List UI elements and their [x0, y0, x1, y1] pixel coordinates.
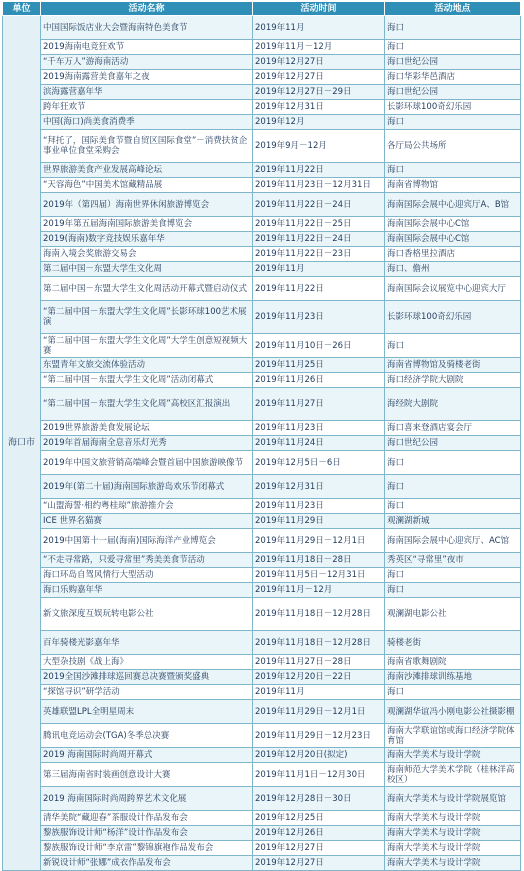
- activity-place-cell: 长影环球100奇幻乐园: [385, 301, 521, 334]
- activity-name-cell: 黎族服饰设计师“杨洋”设计作品发布会: [41, 826, 253, 841]
- activity-time-cell: 2019年11月: [253, 16, 385, 40]
- activity-time-cell: 2019年12月27日－29日: [253, 85, 385, 100]
- activity-place-cell: 海南师范大学美术学院（桂林洋高校区）: [385, 763, 521, 787]
- activity-name-cell: 大型杂技剧《战上海》: [41, 655, 253, 670]
- table-row: [3, 598, 521, 631]
- activity-time-cell: 2019年11月10日－26日: [253, 334, 385, 358]
- activity-time-cell: 2019年11月23日－12月31日: [253, 178, 385, 193]
- activity-place-cell: 海口: [385, 583, 521, 598]
- table-row: [3, 811, 521, 826]
- activity-time-cell: 2019年11月5日－12月31日: [253, 568, 385, 583]
- table-row: [3, 451, 521, 475]
- activity-time-cell: 2019年11月24日: [253, 436, 385, 451]
- activity-place-cell: 海南大学美术与设计学院: [385, 841, 521, 856]
- activity-time-cell: 2019年12月31日: [253, 475, 385, 499]
- activity-name-cell: ICE 世界名猫赛: [41, 514, 253, 529]
- activity-place-cell: 海南大学美术与设计学院展览馆: [385, 787, 521, 811]
- activity-time-cell: 2019年11月23日: [253, 421, 385, 436]
- activity-name-cell: 东盟青年文旅交流体验活动: [41, 358, 253, 373]
- activity-place-cell: 海口: [385, 163, 521, 178]
- activity-time-cell: 2019年11月25日: [253, 358, 385, 373]
- table-row: [3, 856, 521, 871]
- activity-time-cell: 2019年11月22日: [253, 163, 385, 178]
- activity-place-cell: 海南省博物馆: [385, 178, 521, 193]
- activity-time-cell: 2019年11月27日: [253, 388, 385, 421]
- activity-name-cell: 2019世界旅游美食发展论坛: [41, 421, 253, 436]
- activity-place-cell: 海口: [385, 499, 521, 514]
- events-table: [2, 1, 521, 871]
- activity-time-cell: 2019年11月－12月: [253, 583, 385, 598]
- activity-name-cell: 世界旅游美食产业发展高峰论坛: [41, 163, 253, 178]
- activity-place-cell: 海南国际会展中心迎宾厅A、B馆: [385, 193, 521, 217]
- activity-place-cell: 海南国际会展中心C馆: [385, 217, 521, 232]
- table-row: [3, 670, 521, 685]
- table-row: [3, 178, 521, 193]
- activity-name-cell: 2019 海南国际时尚周开幕式: [41, 748, 253, 763]
- header-unit: 单位: [3, 2, 41, 16]
- table-row: [3, 421, 521, 436]
- activity-place-cell: 观澜湖华谊冯小刚电影公社摄影棚: [385, 700, 521, 724]
- table-row: [3, 655, 521, 670]
- activity-name-cell: “第二届中国－东盟大学生文化周”活动闭幕式: [41, 373, 253, 388]
- activity-time-cell: 2019年12月20日－22日: [253, 670, 385, 685]
- activity-time-cell: 2019年12月27日: [253, 841, 385, 856]
- activity-place-cell: 各厅局公共场所: [385, 130, 521, 163]
- activity-name-cell: “第二届中国－东盟大学生文化周”高校区汇报演出: [41, 388, 253, 421]
- activity-time-cell: 2019年11月22日－25日: [253, 217, 385, 232]
- activity-place-cell: 海南省博物馆及骑楼老街: [385, 358, 521, 373]
- activity-place-cell: 观澜湖电影公社: [385, 598, 521, 631]
- table-row: [3, 40, 521, 55]
- activity-place-cell: 海南国际会展中心迎宾厅、AC馆: [385, 529, 521, 553]
- activity-place-cell: 海南国际会展中心C馆: [385, 232, 521, 247]
- table-row: [3, 130, 521, 163]
- activity-time-cell: 2019年11月22日: [253, 277, 385, 301]
- activity-name-cell: 英雄联盟LPL全明星周末: [41, 700, 253, 724]
- activity-name-cell: “探馆寻识”研学活动: [41, 685, 253, 700]
- table-row: [3, 436, 521, 451]
- table-row: [3, 583, 521, 598]
- activity-name-cell: 2019全国沙滩排球巡回赛总决赛暨颁奖盛典: [41, 670, 253, 685]
- table-row: [3, 301, 521, 334]
- table-row: [3, 475, 521, 499]
- table-row: [3, 763, 521, 787]
- activity-place-cell: 长影环球100奇幻乐园: [385, 100, 521, 115]
- activity-name-cell: 新文旅深度互娱玩转电影公社: [41, 598, 253, 631]
- activity-time-cell: 2019年12月25日: [253, 811, 385, 826]
- activity-name-cell: “第二届中国－东盟大学生文化周”长影环球100艺术展演: [41, 301, 253, 334]
- activity-time-cell: 2019年11月1日－12月30日: [253, 763, 385, 787]
- table-row: [3, 358, 521, 373]
- activity-name-cell: 跨年狂欢节: [41, 100, 253, 115]
- activity-name-cell: 2019年（第四届）海南世界休闲旅游博览会: [41, 193, 253, 217]
- activity-place-cell: 海口经济学院大剧院: [385, 373, 521, 388]
- activity-place-cell: 海口: [385, 685, 521, 700]
- activity-time-cell: 2019年12月: [253, 115, 385, 130]
- activity-time-cell: 2019年11月18日－28日: [253, 553, 385, 568]
- activity-place-cell: 海南大学联谊馆或海口经济学院体育馆: [385, 724, 521, 748]
- activity-name-cell: 2019年首届海南全息音乐灯光秀: [41, 436, 253, 451]
- activity-time-cell: 2019年11月29日－12月1日: [253, 529, 385, 553]
- activity-place-cell: 海口世纪公园: [385, 436, 521, 451]
- table-row: [3, 373, 521, 388]
- activity-name-cell: 清华美院“藏迎春”茶服设计作品发布会: [41, 811, 253, 826]
- header-activity-place: 活动地点: [385, 2, 521, 16]
- activity-name-cell: 中国国际饭店业大会暨海南特色美食节: [41, 16, 253, 40]
- activity-time-cell: 2019年11月29日－12月1日: [253, 700, 385, 724]
- activity-name-cell: “山盟海誓·相约粤桂琼”旅游推介会: [41, 499, 253, 514]
- activity-time-cell: 2019年11月: [253, 685, 385, 700]
- activity-place-cell: 骑楼老街: [385, 631, 521, 655]
- activity-time-cell: 2019年11月27日－28日: [253, 655, 385, 670]
- activity-place-cell: 海口: [385, 16, 521, 40]
- activity-time-cell: 2019年11月23日: [253, 301, 385, 334]
- activity-time-cell: 2019年12月20日(拟定): [253, 748, 385, 763]
- table-body: [3, 16, 521, 871]
- table-row: [3, 232, 521, 247]
- activity-name-cell: 2019中国第十一届(海南)国际海洋产业博览会: [41, 529, 253, 553]
- table-row: [3, 685, 521, 700]
- table-row: [3, 262, 521, 277]
- activity-time-cell: 2019年11月18日－12月28日: [253, 631, 385, 655]
- table-row: [3, 529, 521, 553]
- activity-place-cell: 海口: [385, 40, 521, 55]
- header-activity-name: 活动名称: [41, 2, 253, 16]
- table-row: [3, 748, 521, 763]
- activity-place-cell: 海口喜来登酒店宴会厅: [385, 421, 521, 436]
- activity-place-cell: 海口: [385, 568, 521, 583]
- activity-name-cell: 2019年第五届海南国际旅游美食博览会: [41, 217, 253, 232]
- table-row: [3, 724, 521, 748]
- table-row: [3, 631, 521, 655]
- activity-time-cell: 2019年12月26日: [253, 826, 385, 841]
- activity-place-cell: 海口: [385, 451, 521, 475]
- activity-time-cell: 2019年11月23日: [253, 499, 385, 514]
- activity-place-cell: 观澜湖新城: [385, 514, 521, 529]
- header-row: [3, 2, 521, 16]
- activity-name-cell: 黎族服饰设计师“李京雷”黎锦旗袍作品发布会: [41, 841, 253, 856]
- activity-place-cell: 海口: [385, 334, 521, 358]
- header-activity-time: 活动时间: [253, 2, 385, 16]
- table-row: [3, 277, 521, 301]
- unit-cell: 海口市: [3, 16, 41, 871]
- activity-time-cell: 2019年11月22日－24日: [253, 193, 385, 217]
- table-row: [3, 55, 521, 70]
- table-row: [3, 553, 521, 568]
- activity-time-cell: 2019年11月29日－12月23日: [253, 724, 385, 748]
- table-row: [3, 787, 521, 811]
- activity-time-cell: 2019年12月27日: [253, 856, 385, 871]
- table-row: [3, 70, 521, 85]
- activity-time-cell: 2019年11月26日: [253, 373, 385, 388]
- table-row: [3, 841, 521, 856]
- activity-name-cell: 2019(海南)数字竞技娱乐嘉年华: [41, 232, 253, 247]
- activity-time-cell: 2019年12月5日－6日: [253, 451, 385, 475]
- table-row: [3, 85, 521, 100]
- table-row: [3, 163, 521, 178]
- activity-place-cell: 海口: [385, 475, 521, 499]
- activity-name-cell: 腾讯电竞运动会(TGA)冬季总决赛: [41, 724, 253, 748]
- activity-place-cell: 海口香格里拉酒店: [385, 247, 521, 262]
- activity-name-cell: “第二届中国－东盟大学生文化周”大学生创意短视频大赛: [41, 334, 253, 358]
- activity-time-cell: 2019年12月27日: [253, 55, 385, 70]
- table-row: [3, 247, 521, 262]
- activity-name-cell: 海口环岛自驾风情行大型活动: [41, 568, 253, 583]
- table-row: [3, 499, 521, 514]
- activity-name-cell: “不走寻常路，只爱寻常里”秀美美食节活动: [41, 553, 253, 568]
- activity-place-cell: 海南大学美术与设计学院: [385, 826, 521, 841]
- activity-name-cell: 第二届中国－东盟大学生文化周活动开幕式暨启动仪式: [41, 277, 253, 301]
- activity-time-cell: 2019年11月22日－23日: [253, 247, 385, 262]
- activity-place-cell: 海经院大剧院: [385, 388, 521, 421]
- table-row: [3, 193, 521, 217]
- activity-place-cell: 海南国际会议展览中心迎宾大厅: [385, 277, 521, 301]
- activity-time-cell: 2019年11月29日: [253, 514, 385, 529]
- activity-name-cell: 2019海南露营美食嘉年之夜: [41, 70, 253, 85]
- activity-time-cell: 2019年11月18日－12月28日: [253, 598, 385, 631]
- activity-name-cell: 2019海南电竞狂欢节: [41, 40, 253, 55]
- activity-name-cell: “拜托了，国际美食节暨自贸区国际食堂”－消费扶贫企事业单位食堂采购会: [41, 130, 253, 163]
- activity-time-cell: 2019年12月31日: [253, 100, 385, 115]
- activity-name-cell: 滨海露营嘉年华: [41, 85, 253, 100]
- activity-place-cell: 海口世纪公园: [385, 55, 521, 70]
- activity-name-cell: 第二届中国－东盟大学生文化周: [41, 262, 253, 277]
- activity-time-cell: 2019年11月: [253, 262, 385, 277]
- activity-name-cell: 2019年中国文旅营销高端峰会暨首届中国旅游映像节: [41, 451, 253, 475]
- activity-place-cell: 秀英区“寻常里”夜市: [385, 553, 521, 568]
- table-row: [3, 700, 521, 724]
- activity-name-cell: 2019 海南国际时尚周跨界艺术文化展: [41, 787, 253, 811]
- activity-place-cell: 海南大学美术与设计学院: [385, 856, 521, 871]
- table-row: [3, 514, 521, 529]
- activity-place-cell: 海口、儋州: [385, 262, 521, 277]
- activity-place-cell: 海南大学美术与设计学院: [385, 811, 521, 826]
- activity-time-cell: 2019年11月22日－24日: [253, 232, 385, 247]
- activity-place-cell: 海南沙滩排球训练基地: [385, 670, 521, 685]
- activity-time-cell: 2019年12月27日: [253, 70, 385, 85]
- activity-time-cell: 2019年9月－12月: [253, 130, 385, 163]
- table-row: [3, 568, 521, 583]
- activity-name-cell: “千车万人”游海南活动: [41, 55, 253, 70]
- activity-name-cell: 新锐设计师“张娜”成衣作品发布会: [41, 856, 253, 871]
- activity-place-cell: 海口世纪公园: [385, 85, 521, 100]
- table-row: [3, 217, 521, 232]
- activity-place-cell: 海南省歌舞剧院: [385, 655, 521, 670]
- table-row: [3, 388, 521, 421]
- activity-name-cell: 海南入境会奖旅游交易会: [41, 247, 253, 262]
- activity-name-cell: 海口乐购嘉年华: [41, 583, 253, 598]
- table-row: [3, 16, 521, 40]
- activity-place-cell: 海口: [385, 115, 521, 130]
- table-row: [3, 826, 521, 841]
- table-row: [3, 115, 521, 130]
- table-row: [3, 100, 521, 115]
- activity-name-cell: 百年骑楼光影嘉年华: [41, 631, 253, 655]
- activity-name-cell: 中国(海口)尚美食消费季: [41, 115, 253, 130]
- activity-time-cell: 2019年11月－12月: [253, 40, 385, 55]
- activity-name-cell: “天容海色”中国美术馆藏精品展: [41, 178, 253, 193]
- activity-name-cell: 2019年(第二十届)海南国际旅游岛欢乐节闭幕式: [41, 475, 253, 499]
- table-row: [3, 334, 521, 358]
- activity-time-cell: 2019年12月28日－30日: [253, 787, 385, 811]
- activity-name-cell: 第三届海南省时装画创意设计大赛: [41, 763, 253, 787]
- activity-place-cell: 海口华彩华邑酒店: [385, 70, 521, 85]
- activity-place-cell: 海南大学美术与设计学院: [385, 748, 521, 763]
